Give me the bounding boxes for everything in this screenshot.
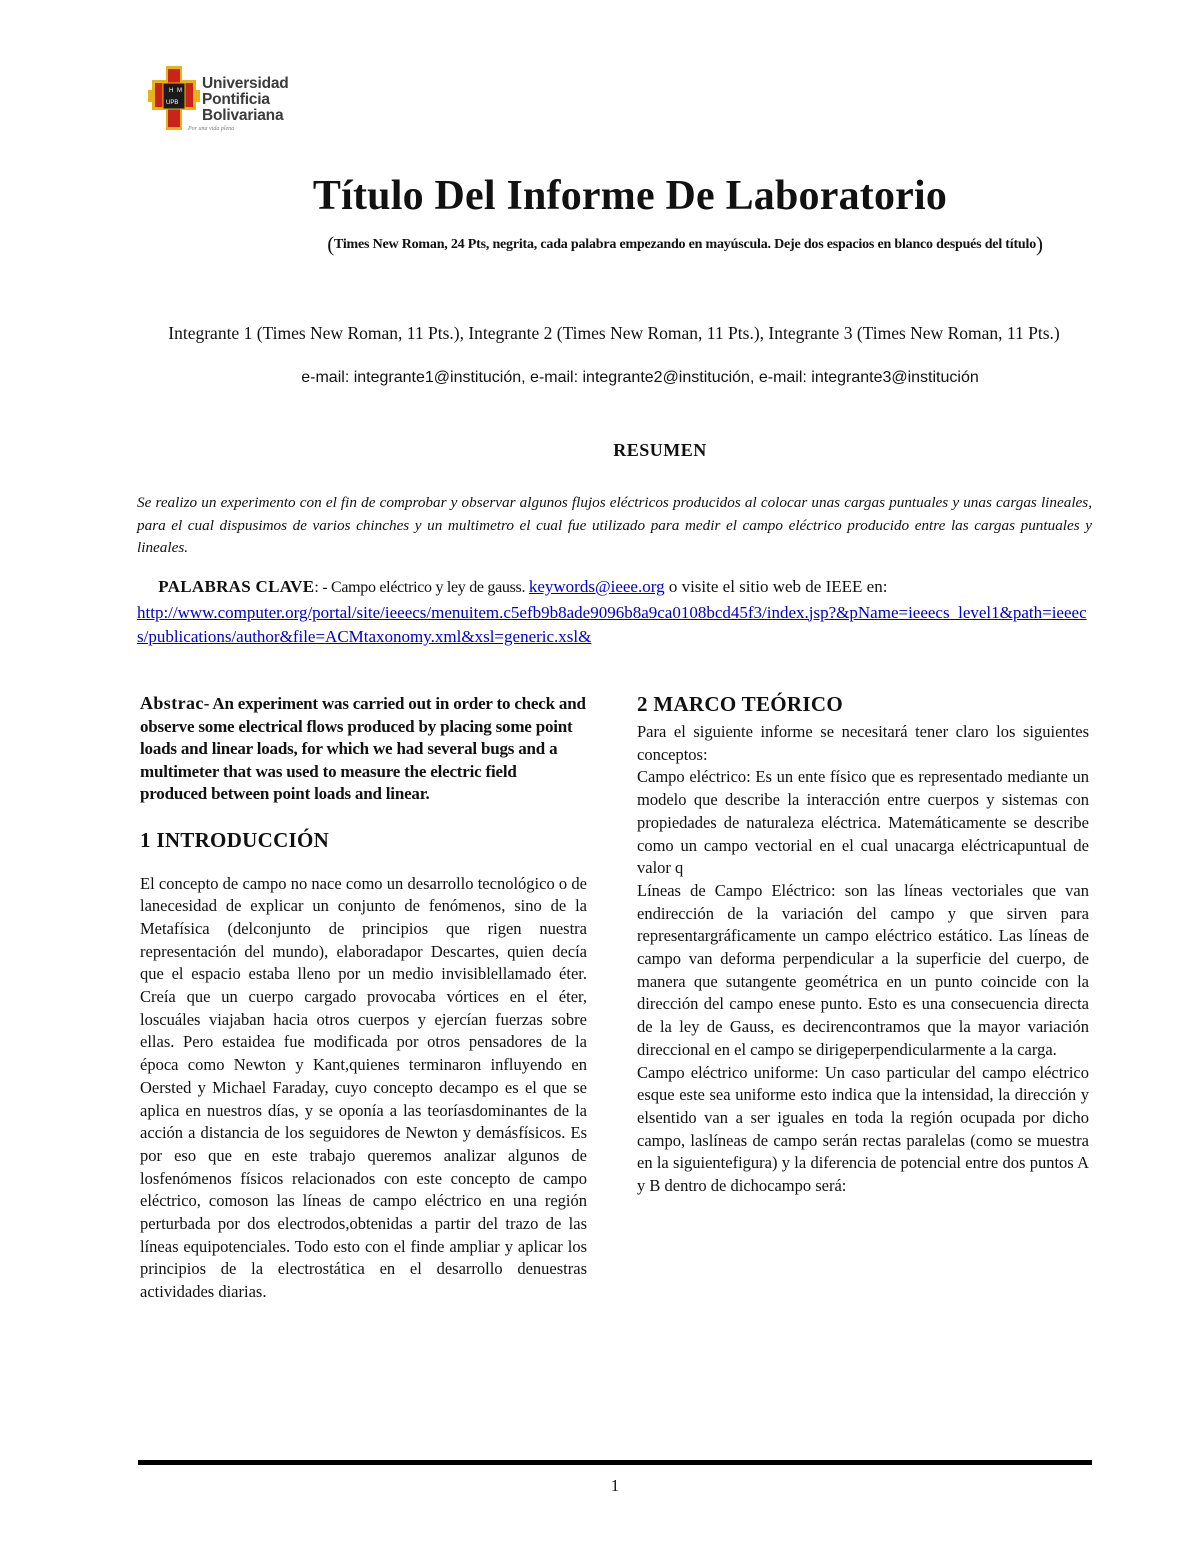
section-2-body [637, 721, 1089, 1198]
footer-rule [138, 1460, 1092, 1465]
title-note-close-paren: ) [1036, 232, 1043, 256]
university-motto: Por una vida plena [188, 126, 235, 132]
university-name-line-1: Universidad [202, 75, 289, 92]
section-1-heading: 1 INTRODUCCIÓN [140, 827, 330, 852]
keywords-email-link[interactable]: keywords@ieee.org [528, 577, 665, 596]
section-2-heading: 2 MARCO TEÓRICO [637, 692, 843, 716]
ieee-taxonomy-link[interactable]: http://www.computer.org/portal/site/ieeecs/menuitem.c5efb9b8ade9096b8a9ca0108bcd45f3/index.jsp?&pName=ieeecs_level1&path=ieeecs/publications/author&file=ACMtaxonomy.xml&xsl=generic.xsl& [137, 602, 1087, 646]
resumen-text: Se realizo un experimento con el fin de comprobar y observar algunos flujos eléctricos producidos al colocar unas cargas puntuales y unas cargas lineales, para el cual dispusimos de varios chinches y un multimetro el cual fue utilizado para medir el campo eléctrico producido entre las cargas puntuales y lineales. [137, 494, 1092, 556]
abstract-dash: - [203, 694, 213, 713]
abstract-text: An experiment was carried out in order to check and observe some electrical flows produced by placing some point loads and linear loads, for which we had several bugs and a multimeter that was used to measure the electric field produced between point loads and linear. [140, 694, 586, 803]
shield-letter-2: M [177, 88, 182, 94]
university-name-line-2: Pontificia [202, 91, 270, 108]
upb-shield-icon [148, 66, 200, 132]
section-1-text: El concepto de campo no nace como un desarrollo tecnológico o de lanecesidad de explicar un conjunto de fenómenos, sino de la Metafísica (delconjunto de principios que rigen nuestra representación del mundo), elaboradapor Descartes, quien decía que el espacio estaba lleno por un medio invisiblellamado éter. Creía que un cuerpo cargado provocaba vórtices en el éter, loscuáles viajaban hacia otros cuerpos y ejercían fuerzas sobre ellas. Pero estaidea fue modificada por otros pensadores de la época como Newton y Kant,quienes terminaron influyendo en Oersted y Michael Faraday, cuyo concepto decampo es el que se aplica en nuestros días, y se oponía a las teoríasdominantes de la acción a distancia de los seguidores de Newton y demásfísicos. Es por eso que en este trabajo queremos analizar algunos de losfenómenos físicos relacionados con este concepto de campo eléctrico, comoson las líneas de campo eléctrico en una región perturbada por dos electrodos,obtenidas a partir del trazo de las líneas equipotenciales. Todo esto con el finde ampliar y aplicar los principios de la electrostática en el desarrollo denuestras actividades diarias. [140, 873, 587, 1302]
university-name-line-3: Bolivariana [202, 107, 284, 124]
section-2-intro: Para el siguiente informe se necesitará tener claro los siguientes conceptos: [637, 722, 1089, 764]
emails-line: e-mail: integrante1@institución, e-mail: integrante2@institución, e-mail: integrante3@institución [301, 369, 979, 386]
resumen-heading: RESUMEN [613, 440, 707, 460]
keywords-paragraph [137, 575, 1092, 650]
keywords-text: Campo eléctrico y ley de gauss. [327, 579, 529, 596]
page-number: 1 [610, 1476, 620, 1495]
university-name [202, 76, 289, 124]
section-2-lineas-de-campo: Líneas de Campo Eléctrico: son las líneas vectoriales que van endirección de la variación del campo y que sirven para representargráficamente un campo eléctrico estático. Las líneas de campo van deforma perpendicular a la superficie del cuerpo, de manera que sutangente geométrica en un punto coincide con la dirección del campo enese punto. Esto es una consecuencia directa de la ley de Gauss, es decirencontramos que la mayor variación direccional en el campo se dirigeperpendicularmente a la carga. [637, 880, 1089, 1059]
keywords-label: PALABRAS CLAVE [158, 577, 315, 596]
title-note-open-paren: ( [327, 232, 334, 256]
shield-letter-3: UPB [166, 100, 179, 106]
document-title: Título Del Informe De Laboratorio [312, 173, 948, 219]
shield-letter-1: H [169, 88, 174, 94]
section-2-campo-uniforme: Campo eléctrico uniforme: Un caso particular del campo eléctrico esque este sea uniforme esto indica que la intensidad, la dirección y elsentido van a ser iguales en toda la región ocupada por dicho campo, laslíneas de campo serán rectas paralelas (como se muestra en la siguientefigura) y la diferencia de potencial entre dos puntos A y B dentro de dichocampo será: [637, 1062, 1089, 1196]
university-logo [148, 66, 308, 138]
left-column [140, 692, 587, 1304]
keywords-suffix: o visite el sitio web de IEEE en: [664, 577, 888, 596]
right-column [637, 692, 1089, 1198]
abstract-paragraph [140, 692, 587, 806]
section-2-campo-electrico: Campo eléctrico: Es un ente físico que es representado mediante un modelo que describe la interacción entre cuerpos y sistemas con propiedades de naturaleza eléctrica. Matemáticamente se describe como un campo vectorial en el cual unacarga eléctricapuntual de valor q [637, 767, 1089, 878]
keywords-separator: : - [314, 579, 328, 596]
title-format-note [270, 232, 1100, 257]
title-note-text: Times New Roman, 24 Pts, negrita, cada palabra empezando en mayúscula. Deje dos espacios en blanco después del título [333, 237, 1037, 252]
abstract-label: Abstrac [140, 693, 204, 713]
authors-line: Integrante 1 (Times New Roman, 11 Pts.), Integrante 2 (Times New Roman, 11 Pts.), Integrante 3 (Times New Roman, 11 Pts.) [168, 323, 1060, 343]
